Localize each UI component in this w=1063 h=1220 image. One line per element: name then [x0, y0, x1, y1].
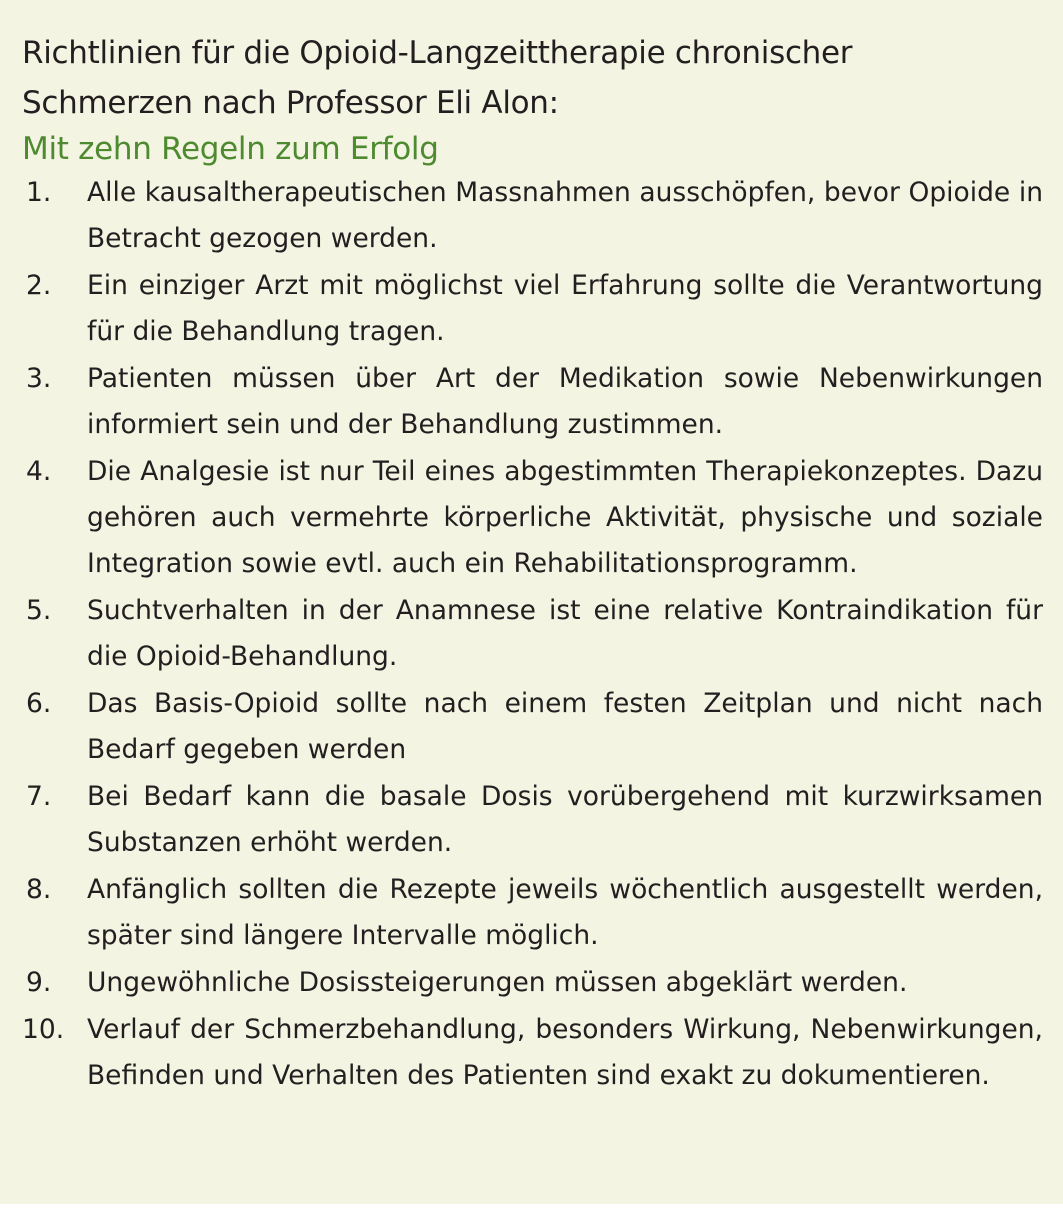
rule-number: 6. — [26, 688, 52, 719]
title-line-1: Richtlinien für die Opioid-Langzeittherapie chronischer — [22, 35, 853, 71]
rules-list — [22, 170, 1043, 1099]
rule-text: Suchtverhalten in der Anamnese ist eine relative Kontraindikation für die Opioid-Behandlung. — [87, 595, 1043, 672]
rule-text: Ungewöhnliche Dosissteigerungen müssen abgeklärt werden. — [87, 967, 908, 998]
rule-number: 10. — [22, 1014, 65, 1045]
title-line-2: Schmerzen nach Professor Eli Alon: — [22, 85, 559, 121]
list-item — [22, 867, 1043, 959]
list-item — [22, 681, 1043, 773]
rule-text: Das Basis-Opioid sollte nach einem festen Zeitplan und nicht nach Bedarf gegeben werden — [87, 688, 1043, 765]
rule-number: 5. — [26, 595, 52, 626]
list-item — [22, 774, 1043, 866]
rule-number: 2. — [26, 270, 52, 301]
rule-number: 1. — [26, 177, 52, 208]
rule-text: Anfänglich sollten die Rezepte jeweils wöchentlich ausgestellt werden, später sind längere Intervalle möglich. — [87, 874, 1043, 951]
rule-number: 7. — [26, 781, 52, 812]
document-subtitle: Mit zehn Regeln zum Erfolg — [22, 131, 439, 167]
rule-text: Ein einziger Arzt mit möglichst viel Erfahrung sollte die Verantwortung für die Behandlung tragen. — [87, 270, 1043, 347]
rule-text: Patienten müssen über Art der Medikation sowie Nebenwirkungen informiert sein und der Behandlung zustimmen. — [87, 363, 1043, 440]
rule-number: 4. — [26, 456, 52, 487]
rule-text: Verlauf der Schmerzbehandlung, besonders Wirkung, Nebenwirkungen, Befinden und Verhalten des Patienten sind exakt zu dokumentieren. — [87, 1014, 1043, 1091]
list-item — [22, 356, 1043, 448]
rule-number: 8. — [26, 874, 52, 905]
rule-text: Die Analgesie ist nur Teil eines abgestimmten Therapiekonzeptes. Dazu gehören auch vermehrte körperliche Aktivität, physische und soziale Integration sowie evtl. auch ein Rehabilitationsprogramm. — [87, 456, 1043, 579]
list-item — [22, 170, 1043, 262]
rule-number: 3. — [26, 363, 52, 394]
list-item — [22, 960, 1043, 1006]
document-title — [22, 28, 1043, 128]
list-item — [22, 588, 1043, 680]
list-item — [22, 263, 1043, 355]
rule-number: 9. — [26, 967, 52, 998]
rule-text: Bei Bedarf kann die basale Dosis vorübergehend mit kurzwirksamen Substanzen erhöht werden. — [87, 781, 1043, 858]
rule-text: Alle kausaltherapeutischen Massnahmen ausschöpfen, bevor Opioide in Betracht gezogen werden. — [87, 177, 1043, 254]
list-item — [22, 1007, 1043, 1099]
list-item — [22, 449, 1043, 587]
